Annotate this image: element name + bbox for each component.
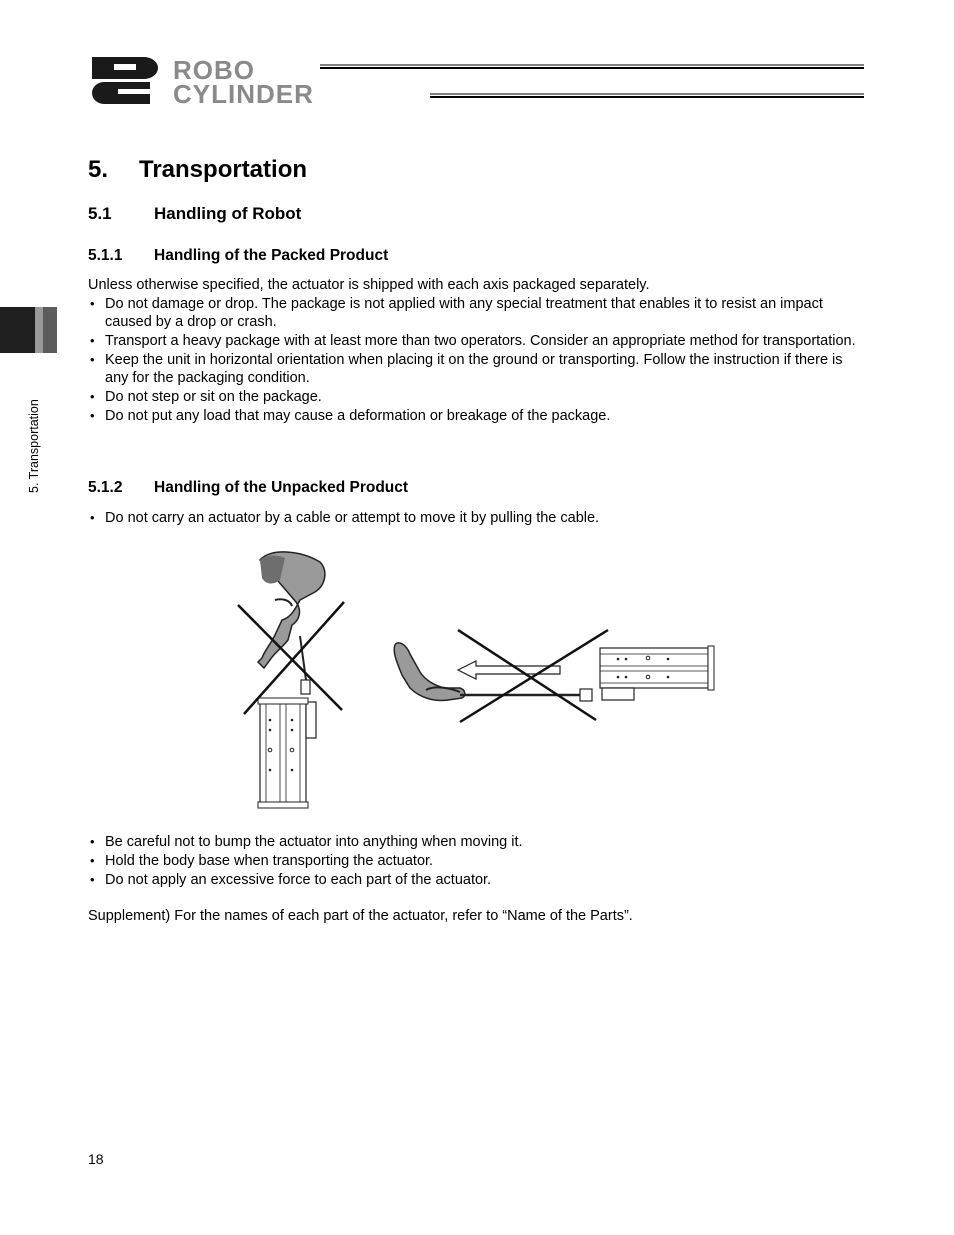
- section-title: Handling of Robot: [154, 204, 302, 223]
- svg-text:ROBO: ROBO: [173, 55, 255, 85]
- list-item: • Do not damage or drop. The package is not applied with any special treatment that enables it to resist an impact caused by a drop or crash.: [88, 295, 858, 331]
- supplement-note: Supplement) For the names of each part of the actuator, refer to “Name of the Parts”.: [88, 908, 633, 924]
- list-item: • Do not step or sit on the package.: [88, 388, 858, 406]
- side-tab-stripe: [43, 307, 57, 353]
- unpacked-product-list-bottom: [88, 833, 858, 890]
- side-tab-stripe: [35, 307, 43, 353]
- subsection-title: Handling of the Packed Product: [154, 247, 389, 264]
- list-item: • Keep the unit in horizontal orientation when placing it on the ground or transporting. Follow the instruction if there is any for the packaging condition.: [88, 351, 858, 387]
- side-chapter-label: 5. Transportation: [27, 399, 41, 493]
- list-item: • Do not apply an excessive force to each part of the actuator.: [88, 871, 858, 889]
- section-heading-5-1-1: [88, 247, 388, 265]
- chapter-number: 5.: [88, 156, 109, 183]
- subsection-title: Handling of the Unpacked Product: [154, 479, 409, 496]
- side-tab-marker: [0, 307, 35, 353]
- chapter-title-text: Transportation: [139, 156, 308, 183]
- section-number: 5.1: [88, 204, 112, 223]
- subsection-number: 5.1.2: [88, 479, 123, 496]
- cable-handling-prohibited-illustration: [230, 540, 730, 815]
- hand-lifting-cable-figure: [238, 552, 344, 808]
- intro-paragraph: Unless otherwise specified, the actuator is shipped with each axis packaged separately.: [88, 277, 650, 293]
- svg-text:CYLINDER: CYLINDER: [173, 79, 314, 107]
- list-item: • Transport a heavy package with at least more than two operators. Consider an appropriate method for transportation.: [88, 332, 858, 350]
- page-number: 18: [88, 1151, 104, 1167]
- packed-product-list: [88, 295, 858, 426]
- list-item: • Do not put any load that may cause a deformation or breakage of the package.: [88, 407, 858, 425]
- section-heading-5-1-2: [88, 479, 408, 497]
- list-item: • Do not carry an actuator by a cable or attempt to move it by pulling the cable.: [88, 509, 858, 527]
- unpacked-product-list-top: [88, 509, 858, 528]
- chapter-title: [88, 156, 307, 184]
- list-item: • Hold the body base when transporting the actuator.: [88, 852, 858, 870]
- section-heading-5-1: [88, 204, 301, 224]
- list-item: • Be careful not to bump the actuator into anything when moving it.: [88, 833, 858, 851]
- subsection-number: 5.1.1: [88, 247, 123, 264]
- hand-pulling-cable-figure: [394, 630, 714, 722]
- header-rule: [320, 63, 864, 99]
